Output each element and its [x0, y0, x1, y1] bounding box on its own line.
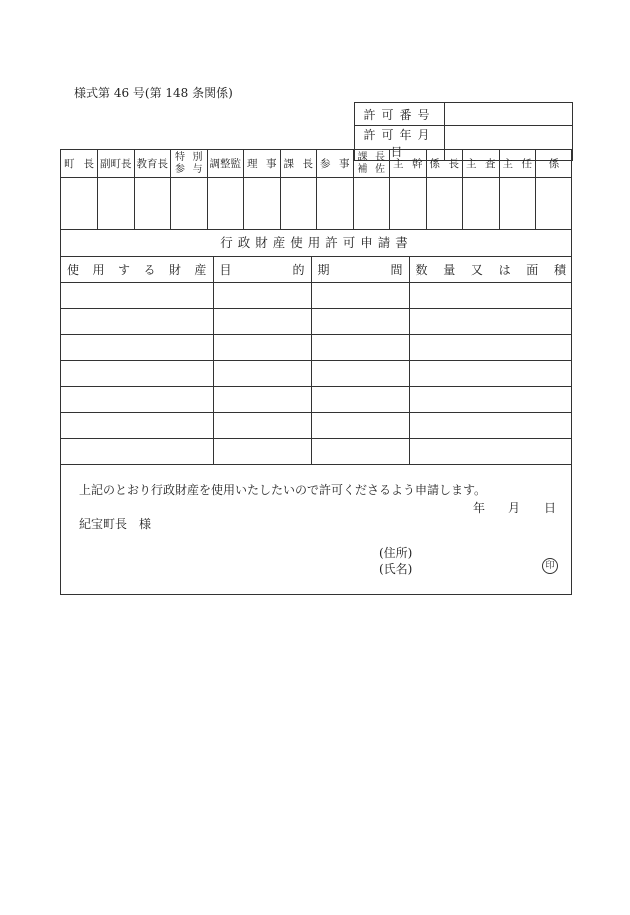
- approval-role-label: [61, 156, 97, 171]
- approval-header-cell: [207, 150, 244, 178]
- role-char: 主: [393, 158, 404, 170]
- table-cell[interactable]: [311, 439, 409, 465]
- table-row: [61, 413, 572, 439]
- approval-header-cell: [244, 150, 281, 178]
- role-char: 事: [266, 158, 277, 170]
- table-cell[interactable]: [409, 439, 572, 465]
- seal-mark-icon: 印: [542, 558, 558, 574]
- table-cell[interactable]: [409, 309, 572, 335]
- role-line-bottom: [354, 164, 390, 176]
- application-title: 行政財産使用許可申請書: [61, 230, 572, 257]
- approval-header-cell: [171, 150, 208, 178]
- table-row: [61, 387, 572, 413]
- approval-role-label: 教育長: [136, 158, 168, 170]
- approval-role-label: 係: [548, 158, 560, 170]
- approval-stamp-cell[interactable]: [280, 178, 317, 230]
- items-header-row: [61, 257, 572, 283]
- table-row: [61, 439, 572, 465]
- approval-header-cell: [499, 150, 536, 178]
- approval-role-label: [463, 156, 499, 171]
- header-char: 産: [194, 263, 207, 277]
- header-char: る: [143, 263, 156, 277]
- items-header-label: [61, 261, 213, 278]
- role-char: 長: [83, 158, 94, 170]
- role-line-top: [171, 152, 207, 164]
- table-cell[interactable]: [409, 413, 572, 439]
- table-cell[interactable]: [61, 439, 213, 465]
- table-cell[interactable]: [409, 283, 572, 309]
- items-header-cell: [311, 257, 409, 283]
- header-char: は: [498, 263, 511, 277]
- application-form-frame: [60, 149, 572, 595]
- approval-role-label: 調整監: [209, 158, 241, 170]
- role-line-top: [354, 152, 390, 164]
- role-char: 係: [429, 158, 440, 170]
- role-char: 査: [485, 158, 496, 170]
- items-header-label: [312, 261, 409, 278]
- table-row: [61, 335, 572, 361]
- approval-role-label: [354, 152, 390, 176]
- role-char: 事: [339, 158, 350, 170]
- role-char: 佐: [375, 163, 385, 175]
- header-char: 目: [219, 263, 232, 277]
- role-char: 理: [247, 158, 258, 170]
- role-line-bottom: [171, 164, 207, 176]
- role-char: 任: [521, 158, 532, 170]
- approval-header-cell: [463, 150, 500, 178]
- table-cell[interactable]: [409, 387, 572, 413]
- approval-stamp-row: [61, 178, 572, 230]
- table-cell[interactable]: [409, 335, 572, 361]
- approval-role-label: 副町長: [100, 158, 132, 170]
- approval-stamp-cell[interactable]: [98, 178, 135, 230]
- approval-header-row: [61, 150, 572, 178]
- approval-role-label: [317, 156, 353, 171]
- table-cell[interactable]: [61, 361, 213, 387]
- table-cell[interactable]: [61, 309, 213, 335]
- table-cell[interactable]: [61, 387, 213, 413]
- approval-header-cell: [390, 150, 427, 178]
- header-char: 使: [67, 263, 80, 277]
- approval-header-cell: [280, 150, 317, 178]
- role-char: 主: [466, 158, 477, 170]
- role-char: 長: [375, 151, 385, 163]
- property-items-table: [61, 257, 572, 465]
- address-label: (住所): [379, 546, 413, 560]
- header-char: 期: [317, 263, 330, 277]
- header-char: 財: [168, 263, 181, 277]
- approval-header-cell: [61, 150, 98, 178]
- header-char: 間: [390, 263, 403, 277]
- header-char: 又: [470, 263, 483, 277]
- approval-stamp-cell[interactable]: [317, 178, 354, 230]
- table-cell[interactable]: [61, 335, 213, 361]
- table-cell[interactable]: [213, 361, 311, 387]
- table-cell[interactable]: [409, 361, 572, 387]
- table-cell[interactable]: [61, 283, 213, 309]
- approval-stamp-cell[interactable]: [426, 178, 463, 230]
- approval-role-label: [390, 156, 426, 171]
- table-cell[interactable]: [213, 413, 311, 439]
- header-char: 数: [415, 263, 428, 277]
- items-header-label: [410, 261, 573, 278]
- date-month-label: 月: [508, 501, 521, 515]
- table-row: [61, 309, 572, 335]
- header-char: 積: [553, 263, 566, 277]
- header-char: 面: [526, 263, 539, 277]
- permit-number-field[interactable]: [445, 103, 573, 126]
- role-char: 与: [192, 163, 203, 175]
- approval-role-label: [281, 156, 317, 171]
- items-header-label: [214, 261, 311, 278]
- items-header-cell: [409, 257, 572, 283]
- form-number-title: 様式第 46 号(第 148 条関係): [74, 86, 233, 100]
- items-header-cell: [213, 257, 311, 283]
- role-char: 補: [357, 163, 368, 175]
- permit-number-row: [355, 103, 573, 126]
- approval-role-label: [244, 156, 280, 171]
- table-row: [61, 283, 572, 309]
- header-char: す: [117, 263, 130, 277]
- header-char: 用: [92, 263, 105, 277]
- table-cell[interactable]: [213, 335, 311, 361]
- role-char: 課: [357, 151, 368, 163]
- approval-role-label: [171, 152, 207, 176]
- approval-stamp-cell[interactable]: [244, 178, 281, 230]
- table-cell[interactable]: [213, 439, 311, 465]
- approval-header-cell: [98, 150, 135, 178]
- table-cell[interactable]: [311, 309, 409, 335]
- approval-header-cell: [426, 150, 463, 178]
- approval-stamp-cell[interactable]: [536, 178, 573, 230]
- approval-stamp-cell[interactable]: [463, 178, 500, 230]
- approval-stamp-cell[interactable]: [61, 178, 98, 230]
- role-char: 幹: [412, 158, 423, 170]
- role-char: 長: [302, 158, 313, 170]
- table-cell[interactable]: [311, 361, 409, 387]
- declaration-text: 上記のとおり行政財産を使用いたしたいので許可くださるよう申請します。: [79, 483, 487, 497]
- table-cell[interactable]: [311, 335, 409, 361]
- permit-date-label: 許可年月日: [355, 126, 445, 161]
- approval-header-cell: [317, 150, 354, 178]
- approval-stamp-cell[interactable]: [207, 178, 244, 230]
- name-label: (氏名): [379, 562, 413, 576]
- role-char: 別: [192, 151, 203, 163]
- role-char: 町: [64, 158, 75, 170]
- header-char: 的: [292, 263, 305, 277]
- approval-stamp-cell[interactable]: [499, 178, 536, 230]
- addressee: 紀宝町長 様: [79, 517, 152, 531]
- approval-stamp-cell[interactable]: [390, 178, 427, 230]
- approval-header-cell: [353, 150, 390, 178]
- approval-role-label: [427, 156, 463, 171]
- approval-stamp-cell[interactable]: [353, 178, 390, 230]
- date-year-label: 年: [473, 501, 486, 515]
- role-char: 参: [175, 163, 185, 175]
- role-char: 特: [175, 151, 185, 163]
- date-day-label: 日: [544, 501, 557, 515]
- header-char: 量: [443, 263, 456, 277]
- approval-stamp-cell[interactable]: [171, 178, 208, 230]
- table-cell[interactable]: [213, 283, 311, 309]
- approval-header-cell: [536, 150, 573, 178]
- table-cell[interactable]: [61, 413, 213, 439]
- permit-number-label: 許可番号: [355, 103, 445, 126]
- approval-stamp-table: [61, 150, 572, 230]
- table-cell[interactable]: [311, 387, 409, 413]
- role-char: 主: [502, 158, 513, 170]
- items-header-cell: [61, 257, 213, 283]
- table-cell[interactable]: [311, 413, 409, 439]
- role-char: 長: [448, 158, 459, 170]
- role-char: 課: [283, 158, 294, 170]
- role-char: 参: [320, 158, 331, 170]
- table-cell[interactable]: [213, 387, 311, 413]
- table-cell[interactable]: [213, 309, 311, 335]
- approval-header-cell: [134, 150, 171, 178]
- table-row: [61, 361, 572, 387]
- approval-stamp-cell[interactable]: [134, 178, 171, 230]
- table-cell[interactable]: [311, 283, 409, 309]
- approval-role-label: [500, 156, 536, 171]
